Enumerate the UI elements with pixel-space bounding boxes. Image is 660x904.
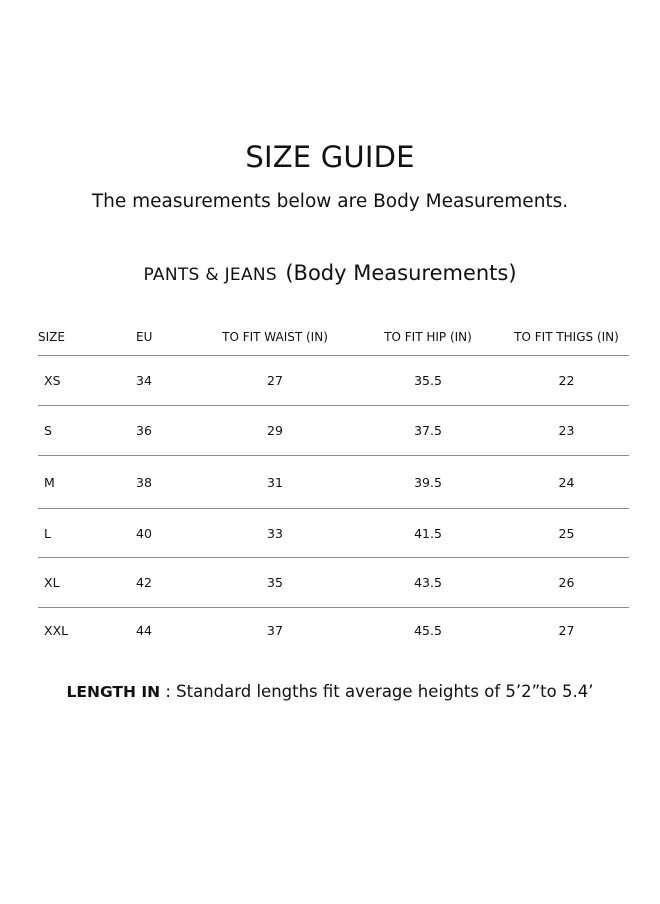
column-header-waist: TO FIT WAIST (IN) <box>198 318 352 356</box>
cell-size: XXL <box>44 623 69 639</box>
table-row <box>38 406 629 456</box>
cell-eu: 38 <box>136 456 198 509</box>
cell-eu: 42 <box>136 558 198 608</box>
table-header-row <box>38 318 629 356</box>
cell-thighs: 27 <box>558 623 575 639</box>
cell-thighs: 24 <box>504 456 629 509</box>
section-title-qualifier: (Body Measurements) <box>285 261 517 285</box>
cell-thighs: 25 <box>504 509 629 558</box>
cell-waist: 33 <box>198 509 352 558</box>
cell-waist: 37 <box>267 623 283 639</box>
column-header-eu: EU <box>136 318 198 356</box>
table-row <box>38 509 629 558</box>
table-row <box>38 356 629 406</box>
cell-size: M <box>38 456 136 509</box>
page-subtitle: The measurements below are Body Measurements. <box>91 191 569 212</box>
cell-thighs: 23 <box>504 406 629 456</box>
column-header-size: SIZE <box>38 318 136 356</box>
length-note <box>0 682 660 701</box>
size-table <box>38 318 629 654</box>
cell-eu: 34 <box>136 356 198 406</box>
cell-size: L <box>38 509 136 558</box>
cell-waist: 29 <box>198 406 352 456</box>
table-row <box>38 558 629 608</box>
cell-hip: 39.5 <box>352 456 504 509</box>
cell-waist: 35 <box>198 558 352 608</box>
column-header-thighs: TO FIT THIGS (IN) <box>504 318 629 356</box>
cell-hip: 43.5 <box>352 558 504 608</box>
cell-size: S <box>38 406 136 456</box>
cell-thighs: 26 <box>504 558 629 608</box>
length-note-text: : Standard lengths fit average heights of 5’2”to 5.4’ <box>160 682 594 701</box>
section-title <box>0 258 660 286</box>
cell-eu: 40 <box>136 509 198 558</box>
cell-size: XL <box>38 558 136 608</box>
cell-eu: 36 <box>136 406 198 456</box>
cell-hip: 37.5 <box>352 406 504 456</box>
cell-hip: 45.5 <box>414 623 442 639</box>
cell-size: XS <box>38 356 136 406</box>
column-header-hip: TO FIT HIP (IN) <box>352 318 504 356</box>
table-row <box>38 456 629 509</box>
table-row <box>38 608 629 654</box>
cell-hip: 35.5 <box>352 356 504 406</box>
cell-eu: 44 <box>136 623 152 639</box>
length-note-label: LENGTH IN <box>66 683 161 701</box>
cell-hip: 41.5 <box>352 509 504 558</box>
cell-waist: 27 <box>198 356 352 406</box>
cell-thighs: 22 <box>504 356 629 406</box>
page-title: SIZE GUIDE <box>245 140 415 174</box>
section-title-main: PANTS & JEANS <box>143 265 277 285</box>
cell-waist: 31 <box>198 456 352 509</box>
